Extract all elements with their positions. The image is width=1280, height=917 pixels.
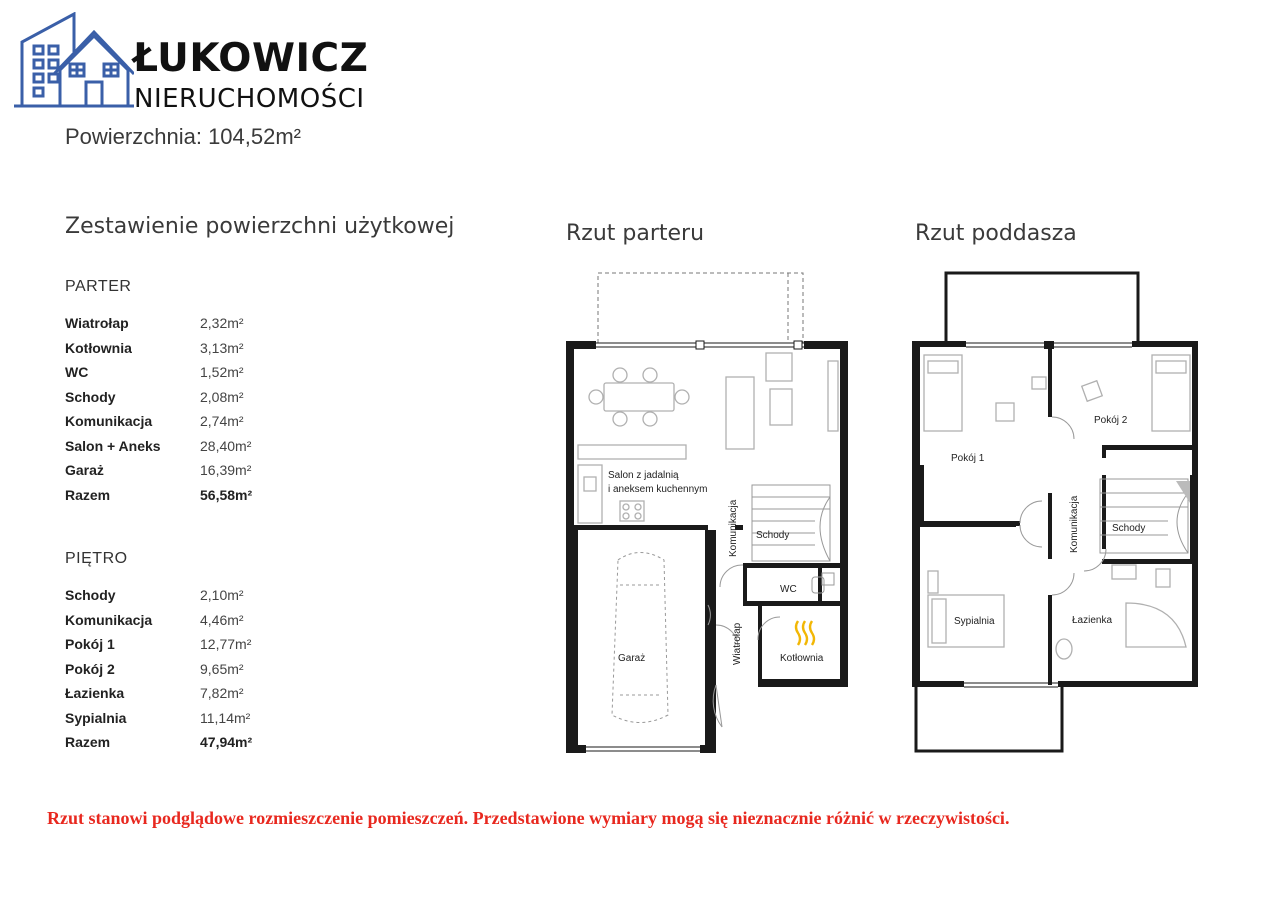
room-label-pokoj2: Pokój 2 (1094, 415, 1128, 426)
ground-plan-title: Rzut parteru (566, 221, 705, 246)
section-heading-parter: PARTER (65, 278, 132, 295)
room-area: 7,82m² (200, 685, 244, 701)
attic-floor-plan (906, 265, 1206, 765)
room-name: Komunikacja (65, 611, 153, 628)
room-name: Łazienka (65, 685, 125, 701)
column-marker (794, 341, 802, 349)
room-label-wiatrolap: Wiatrołap (732, 622, 743, 665)
room-area: 2,32m² (200, 315, 244, 331)
room-area: 12,77m² (200, 636, 252, 652)
room-area: 16,39m² (200, 462, 252, 478)
room-name: Pokój 1 (65, 636, 115, 652)
heater-icon (796, 621, 814, 645)
room-label-komunikacja: Komunikacja (1069, 495, 1080, 553)
car-outline (612, 553, 668, 723)
room-name: Schody (65, 388, 116, 405)
room-label-salon: Salon z jadalnią (608, 470, 679, 481)
room-label-schody: Schody (756, 530, 790, 541)
room-area: 3,13m² (200, 339, 244, 356)
room-name: Wiatrołap (65, 315, 129, 331)
disclaimer-text: Rzut stanowi podglądowe rozmieszczenie pomieszczeń. Przedstawione wymiary mogą się nieznacznie różnić w rzeczywistości. (47, 808, 1010, 828)
brand-name: ŁUKOWICZ (133, 36, 369, 81)
room-area: 28,40m² (200, 437, 252, 454)
room-label-schody: Schody (1112, 523, 1146, 534)
column-marker (696, 341, 704, 349)
room-area: 1,52m² (200, 364, 244, 380)
room-name: Sypialnia (65, 709, 127, 726)
wc-fixtures (812, 573, 834, 593)
attic-plan-title: Rzut poddasza (915, 221, 1077, 246)
room-name: Komunikacja (65, 413, 153, 429)
total-area: Powierzchnia: 104,52m² (65, 124, 302, 149)
room-label-garaz: Garaż (618, 653, 646, 664)
total-label: Razem (65, 734, 111, 750)
room-area: 2,08m² (200, 388, 244, 405)
room-area: 4,46m² (200, 611, 244, 628)
room-name: Salon + Aneks (65, 437, 161, 454)
stairs-attic (1100, 479, 1188, 553)
room-area: 9,65m² (200, 660, 244, 677)
brand-subtitle: NIERUCHOMOŚCI (134, 84, 365, 114)
room-area: 11,14m² (200, 709, 251, 726)
room-name: Kotłownia (65, 339, 132, 356)
room-name: Schody (65, 587, 116, 603)
total-value: 56,58m² (200, 486, 253, 503)
summary-title: Zestawienie powierzchni użytkowej (65, 214, 455, 239)
stairs-ground (752, 485, 830, 561)
room-label-pokoj1: Pokój 1 (951, 453, 985, 464)
room-name: WC (65, 364, 89, 380)
room-label-wc: WC (780, 584, 797, 595)
room-label-sypialnia: Sypialnia (954, 616, 995, 627)
ground-floor-plan (560, 265, 860, 765)
total-value: 47,94m² (200, 734, 253, 750)
room-area: 2,74m² (200, 413, 244, 429)
total-label: Razem (65, 486, 111, 503)
exterior-walls (912, 341, 1198, 687)
section-heading-pietro: PIĘTRO (65, 550, 128, 567)
window-marks (586, 343, 804, 751)
room-label-lazienka: Łazienka (1072, 615, 1113, 626)
room-name: Garaż (65, 462, 104, 478)
house-and-building-icon (12, 12, 134, 110)
room-label-salon-2: i aneksem kuchennym (608, 484, 708, 495)
terrace-outline (598, 273, 803, 343)
room-area: 2,10m² (200, 587, 244, 603)
room-label-komunikacja: Komunikacja (728, 499, 739, 557)
room-label-kotlownia: Kotłownia (780, 653, 824, 664)
doors (1020, 417, 1106, 595)
interior-walls (920, 341, 1194, 685)
room-name: Pokój 2 (65, 660, 115, 677)
